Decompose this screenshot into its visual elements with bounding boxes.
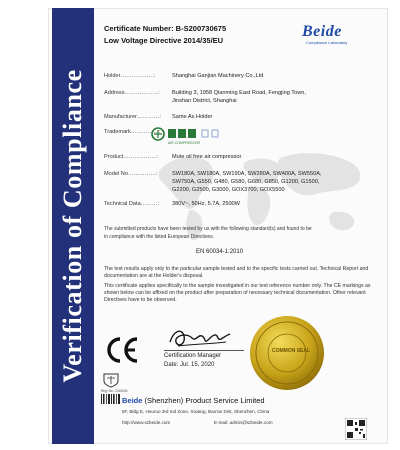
manufacturer-value: Same As Holder — [172, 114, 213, 120]
address-label: Address………………: — [104, 90, 160, 96]
signature-date: Date: Jul. 15, 2020 — [164, 362, 215, 368]
statement-line-2: in compliance with the listed European Directives. — [104, 234, 215, 240]
product-value: Mute oil free air compressor — [172, 154, 242, 160]
model-line-1: SW180A, SW180A, SW190A, SW280A, SW400A, SW550A, — [172, 171, 322, 177]
holder-label: Holder………………: — [104, 73, 156, 79]
ce-mark-icon — [104, 336, 140, 364]
model-label: Model No……………: — [104, 171, 158, 177]
address-line-2: Jinshan District, Shanghai — [172, 98, 237, 104]
model-line-2: SW750A, G550, G480, G580, G680, G850, G1200, G1500, — [172, 179, 320, 185]
technical-label: Technical Data………: — [104, 201, 160, 207]
footer-company-rest: (Shenzhen) Product Service Limited — [142, 396, 265, 405]
trademark-sub: AIR COMPRESSOR — [168, 141, 201, 145]
footer-brand: Beide — [122, 396, 143, 405]
signature-icon — [164, 324, 234, 352]
technical-value: 380V~, 50Hz, 5.7A, 2500W — [172, 201, 240, 207]
disclaimer-1: The test results apply only to the particular sample tested and to the specific tests carried out. Technical Report and documentation are at the Holder's disposal. — [104, 266, 369, 280]
signature-role: Certification Manager — [164, 353, 222, 359]
manufacturer-label: Manufacturer…………: — [104, 114, 161, 120]
standard: EN 60034-1:2010 — [196, 249, 244, 255]
signature-line — [164, 350, 244, 351]
holder-value: Shanghai Ganjian Machinery Co.,Ltd — [172, 73, 264, 79]
disclaimer-2: This certificate applies specifically to the sample investigated in our test reference number only. The CE markings as shown below can be affixed on the product after preparation of necessary technical documentation. Other relevant Directives have to be observed. — [104, 283, 371, 304]
product-label: Product………………: — [104, 154, 159, 160]
directive: Low Voltage Directive 2014/35/EU — [104, 36, 224, 45]
footer-web: http://www.szbeide.com — [122, 420, 171, 425]
crest-icon — [102, 372, 120, 388]
qr-code-icon — [345, 418, 367, 440]
beide-tagline: Compliance Laboratory — [306, 40, 348, 45]
seal-text: COMMON SEAL — [272, 348, 311, 354]
statement-line-1: The submitted products have been tested by us with the following standard(s) and found to be — [104, 226, 312, 232]
model-line-3: G2200, G2500, G3000, GOX3700, GOX5500 — [172, 187, 285, 193]
beide-logo: Beide — [302, 23, 342, 40]
footer-company — [122, 396, 265, 405]
address-line-1: Building 3, 1958 Qianming East Road, Fengjing Town, — [172, 90, 306, 96]
footer-address: 6F, Bldg E, Houruo 3rd Ind Zone, Xixiang, Bao'an Dist, Shenzhen, China — [122, 409, 270, 414]
footer-email: E-mail: admin@szbeide.com — [214, 420, 273, 425]
sidebar-title: Verification of Compliance — [58, 69, 87, 383]
barcode-icon — [101, 394, 121, 404]
certificate-number: Certificate Number: B-S200730675 — [104, 24, 227, 33]
trademark-label: Trademark……………: — [104, 129, 161, 135]
registration-number: Reg. No.: 2110004 — [101, 389, 128, 393]
